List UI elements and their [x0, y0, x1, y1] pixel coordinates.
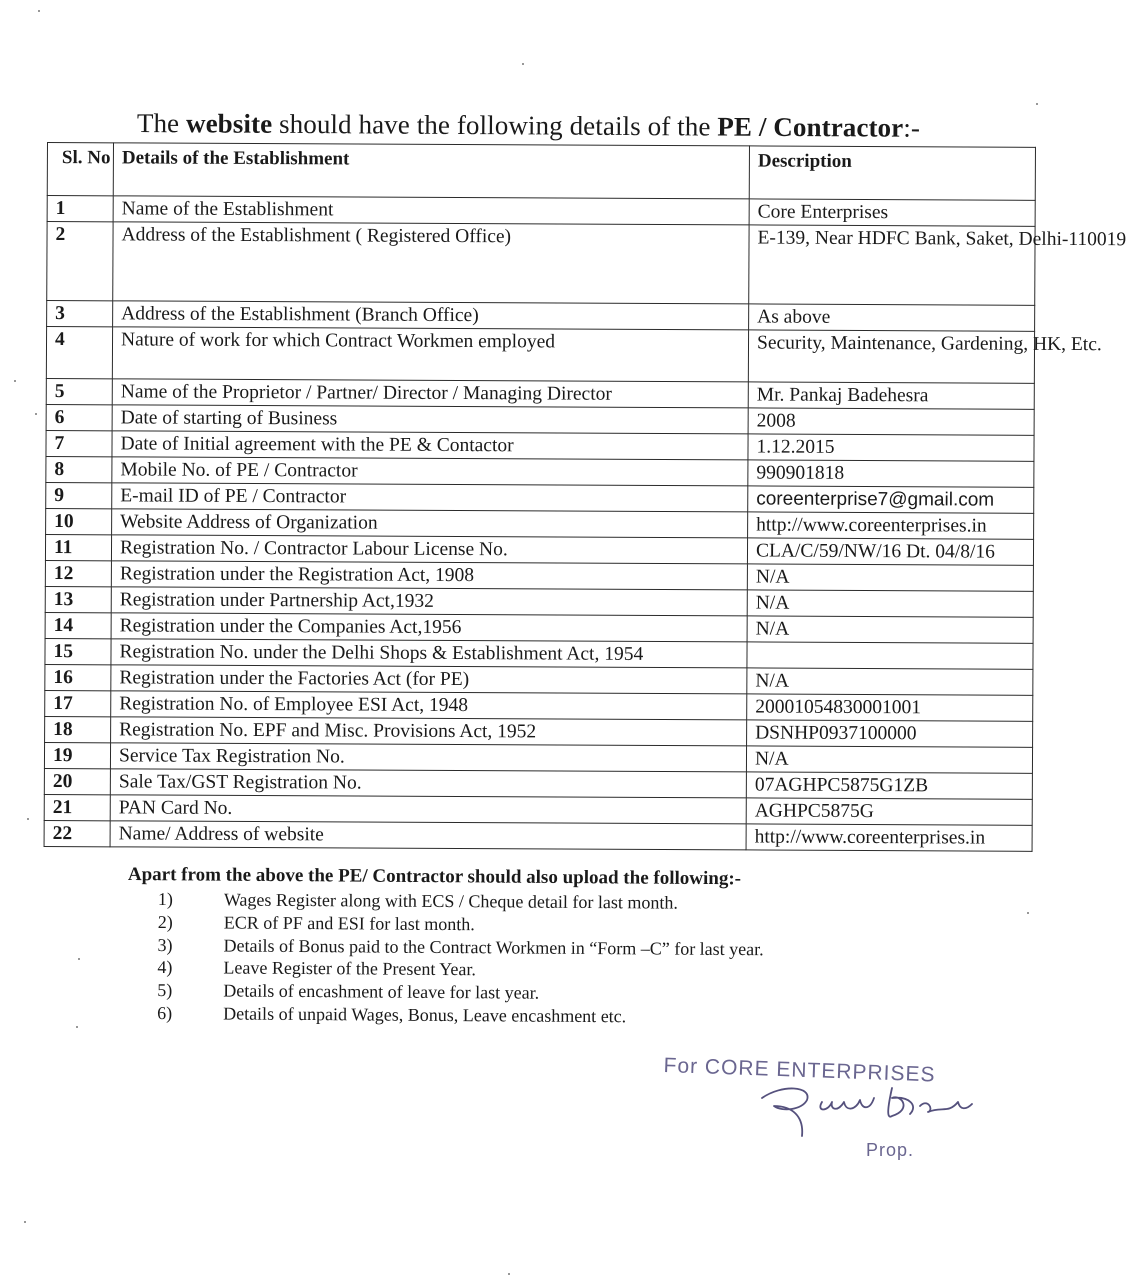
header-sl-no: Sl. No: [47, 143, 113, 196]
row-detail: Address of the Establishment ( Registered Office): [113, 222, 749, 304]
row-description: Security, Maintenance, Gardening, HK, Etc.: [748, 330, 1034, 383]
stamp-firm-name: For CORE ENTERPRISES: [663, 1054, 936, 1087]
table-row: [46, 378, 1034, 409]
table-body: [44, 196, 1127, 852]
row-detail: Name of the Establishment: [113, 196, 749, 225]
row-description: Mr. Pankaj Badehesra: [748, 382, 1034, 409]
row-description: N/A: [747, 668, 1033, 695]
row-description: N/A: [747, 590, 1033, 617]
row-sl-no: 5: [46, 378, 112, 404]
table-row: [45, 664, 1033, 695]
row-detail: Registration under Partnership Act,1932: [111, 587, 747, 616]
scan-speck: [522, 63, 524, 65]
upload-list-item: [157, 1002, 763, 1029]
table-row: [46, 430, 1034, 461]
table-header-row: [47, 143, 1035, 201]
scan-speck: [76, 1026, 78, 1028]
table-row: [45, 716, 1033, 747]
row-detail: Service Tax Registration No.: [110, 743, 746, 772]
row-detail: Sale Tax/GST Registration No.: [110, 769, 746, 798]
scan-speck: [38, 10, 40, 12]
title-bold-website: website: [185, 108, 273, 139]
company-stamp: [662, 1054, 992, 1174]
row-detail: Registration No. of Employee ESI Act, 1948: [111, 691, 747, 720]
row-detail: Date of Initial agreement with the PE & Contactor: [112, 431, 748, 460]
row-description: E-139, Near HDFC Bank, Saket, Delhi-110019: [749, 225, 1035, 305]
table-row: [46, 456, 1034, 487]
row-description: 990901818: [748, 460, 1034, 487]
table-row: [45, 560, 1033, 591]
row-sl-no: 8: [46, 456, 112, 482]
signature-image: [752, 1076, 982, 1146]
row-detail: Date of starting of Business: [112, 405, 748, 434]
table-row: [44, 768, 1032, 799]
table-row: [45, 612, 1033, 643]
row-detail: Registration No. under the Delhi Shops & Establishment Act, 1954: [111, 639, 747, 668]
row-description: http://www.coreenterprises.in: [748, 512, 1034, 539]
row-sl-no: 6: [46, 404, 112, 430]
row-description: 2008: [748, 408, 1034, 435]
scan-speck: [27, 818, 29, 820]
upload-item-number: 2): [157, 911, 173, 932]
row-detail: Registration under the Companies Act,1956: [111, 613, 747, 642]
row-detail: Registration No. / Contractor Labour License No.: [111, 535, 747, 564]
row-description: CLA/C/59/NW/16 Dt. 04/8/16: [747, 538, 1033, 565]
title-bold-contractor: PE / Contractor: [717, 111, 904, 143]
table-row: [45, 690, 1033, 721]
upload-item-text: Details of Bonus paid to the Contract Workmen in “Form –C” for last year.: [223, 935, 764, 959]
table-row: [44, 742, 1032, 773]
scan-speck: [35, 413, 37, 415]
upload-item-number: 1): [157, 889, 173, 910]
table-row: [45, 586, 1033, 617]
upload-heading: Apart from the above the PE/ Contractor should also upload the following:-: [127, 864, 742, 890]
row-description: 07AGHPC5875G1ZB: [746, 772, 1032, 799]
table-row: [45, 534, 1033, 565]
title-prefix: The: [136, 108, 187, 139]
row-sl-no: 17: [45, 690, 111, 716]
row-sl-no: 9: [46, 482, 112, 508]
row-detail: Mobile No. of PE / Contractor: [112, 457, 748, 486]
table-row: [47, 222, 1035, 306]
row-description: Core Enterprises: [749, 199, 1035, 226]
title-middle: should have the following details of the: [272, 108, 718, 142]
row-sl-no: 2: [47, 222, 113, 301]
row-detail: Registration under the Registration Act, 1908: [111, 561, 747, 590]
row-detail: Nature of work for which Contract Workmen employed: [112, 327, 748, 382]
table-row: [44, 794, 1032, 825]
table-row: [46, 404, 1034, 435]
scan-speck: [1036, 103, 1038, 105]
upload-item-number: 4): [157, 957, 173, 978]
upload-item-text: Leave Register of the Present Year.: [223, 957, 476, 980]
row-description: N/A: [746, 746, 1032, 773]
scan-speck: [508, 1273, 510, 1275]
row-sl-no: 1: [47, 196, 113, 222]
upload-item-number: 6): [157, 1002, 173, 1024]
row-sl-no: 18: [45, 716, 111, 742]
upload-item-text: Wages Register along with ECS / Cheque detail for last month.: [223, 889, 678, 913]
upload-item-text: Details of encashment of leave for last year.: [223, 980, 540, 1003]
upload-item-number: 5): [157, 980, 173, 1001]
row-sl-no: 15: [45, 638, 111, 664]
row-description: http://www.coreenterprises.in: [746, 824, 1032, 851]
row-description: As above: [749, 304, 1035, 331]
row-detail: Registration No. EPF and Misc. Provisions Act, 1952: [111, 717, 747, 746]
table-row: [45, 638, 1033, 669]
upload-list: [157, 888, 764, 1029]
row-sl-no: 4: [46, 327, 112, 379]
table-row: [46, 482, 1034, 513]
title-suffix: :-: [903, 112, 921, 143]
scan-speck: [78, 958, 80, 960]
upload-item-text: Details of unpaid Wages, Bonus, Leave encashment etc.: [223, 1003, 627, 1027]
row-sl-no: 22: [44, 820, 110, 846]
table-row: [47, 301, 1035, 332]
row-sl-no: 21: [44, 794, 110, 820]
row-description: [747, 642, 1033, 669]
header-description: Description: [749, 146, 1035, 200]
row-description: N/A: [747, 564, 1033, 591]
row-sl-no: 20: [44, 768, 110, 794]
row-detail: Address of the Establishment (Branch Office): [113, 301, 749, 330]
row-sl-no: 10: [46, 508, 112, 534]
row-sl-no: 11: [45, 534, 111, 560]
table-row: [46, 327, 1034, 384]
row-sl-no: 13: [45, 586, 111, 612]
row-detail: Name/ Address of website: [110, 821, 746, 850]
header-details: Details of the Establishment: [113, 143, 749, 199]
row-description: 1.12.2015: [748, 434, 1034, 461]
row-detail: Registration under the Factories Act (for PE): [111, 665, 747, 694]
row-sl-no: 7: [46, 430, 112, 456]
table-row: [46, 508, 1034, 539]
row-sl-no: 16: [45, 664, 111, 690]
establishment-details-table: [44, 142, 1127, 852]
page-title: [137, 108, 920, 144]
scan-speck: [14, 380, 16, 382]
row-detail: Website Address of Organization: [112, 509, 748, 538]
row-sl-no: 12: [45, 560, 111, 586]
row-sl-no: 14: [45, 612, 111, 638]
stamp-role: Prop.: [866, 1140, 915, 1160]
table-row: [47, 196, 1035, 227]
row-detail: PAN Card No.: [110, 795, 746, 824]
row-description: AGHPC5875G: [746, 798, 1032, 825]
row-detail: Name of the Proprietor / Partner/ Director / Managing Director: [112, 379, 748, 408]
upload-item-number: 3): [157, 934, 173, 955]
row-sl-no: 19: [44, 742, 110, 768]
row-description: coreenterprise7@gmail.com: [748, 486, 1034, 513]
row-sl-no: 3: [47, 301, 113, 327]
scan-speck: [1027, 912, 1029, 914]
row-description: 20001054830001001: [747, 694, 1033, 721]
upload-item-text: ECR of PF and ESI for last month.: [223, 912, 475, 935]
row-description: N/A: [747, 616, 1033, 643]
row-description: DSNHP0937100000: [747, 720, 1033, 747]
scan-speck: [24, 1221, 26, 1223]
table-row: [44, 820, 1032, 851]
row-detail: E-mail ID of PE / Contractor: [112, 483, 748, 512]
